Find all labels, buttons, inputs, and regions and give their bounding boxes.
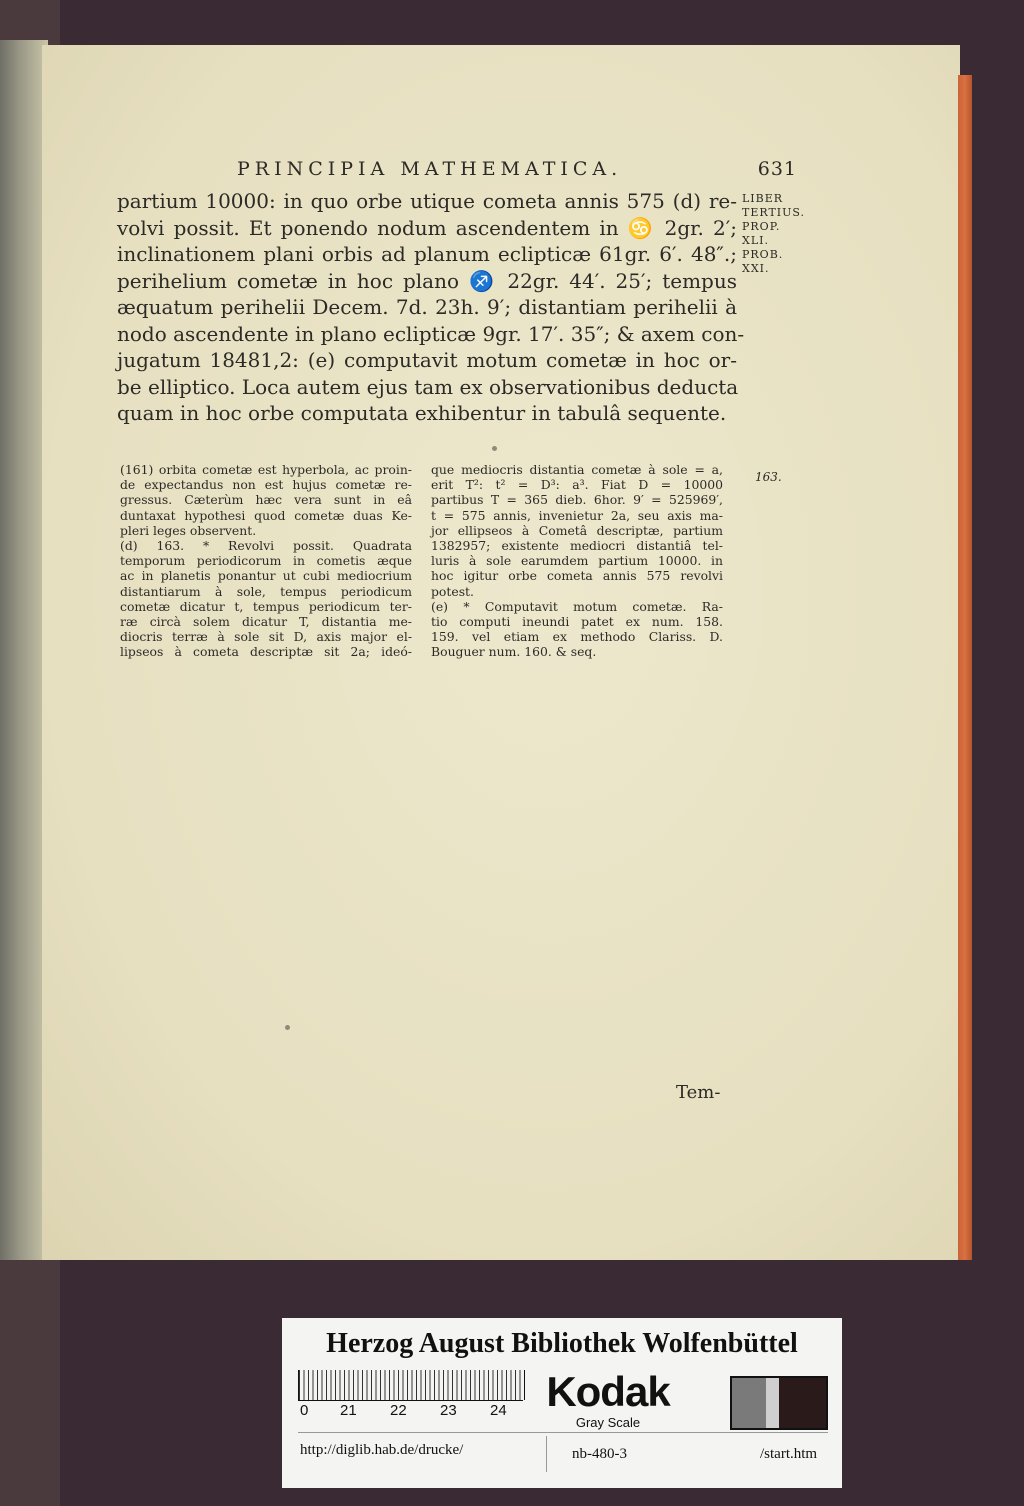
commentary-line: ræ circà solem dicatur T, distantia me-	[120, 614, 412, 630]
commentary-line: erit T²: t² = D³: a³. Fiat D = 10000	[431, 477, 723, 493]
commentary-line: (e) * Computavit motum cometæ. Ra-	[431, 598, 723, 614]
card-separator	[546, 1436, 547, 1472]
gray-scale-patches	[730, 1376, 828, 1430]
commentary-line: ac in planetis ponantur ut cubi mediocrium	[120, 568, 412, 584]
url-right: /start.htm	[760, 1446, 818, 1462]
commentary-line: que mediocris distantia cometæ à sole = a,	[431, 462, 723, 477]
commentary-line: luris à sole earumdem partium 10000. in	[431, 553, 723, 569]
measurement-ruler	[298, 1370, 523, 1420]
margin-note-line: TERTIUS.	[742, 206, 806, 219]
page-edge-red	[958, 75, 972, 1260]
commentary-line: distantiarum à sole, tempus periodicum	[120, 583, 412, 599]
main-text-line: inclinationem plani orbis ad planum eclipticæ 61gr. 6′. 48″.;	[117, 242, 737, 266]
commentary-line: pleri leges observent.	[120, 522, 257, 538]
commentary-line: lipseos à cometa descriptæ sit 2a; ideó-	[120, 644, 412, 660]
commentary-line: (d) 163. * Revolvi possit. Quadrata	[120, 538, 412, 554]
ruler-baseline	[298, 1400, 523, 1401]
facing-page-edge	[0, 40, 48, 1260]
commentary-line: gressus. Cæterùm hæc vera sunt in eâ	[120, 492, 412, 508]
ruler-label: 24	[490, 1402, 507, 1419]
side-number: 163.	[755, 470, 782, 484]
margin-note-line: XXI.	[742, 262, 770, 275]
commentary-line: jor ellipseos à Cometâ descriptæ, partium	[431, 522, 723, 538]
commentary-line: Bouguer num. 160. & seq.	[431, 644, 597, 660]
margin-note-line: XLI.	[742, 234, 769, 247]
main-text-block	[117, 188, 745, 427]
main-text-line: nodo ascendente in plano eclipticæ 9gr. 17′. 35″; & axem con-	[117, 321, 745, 346]
commentary-line: partibus T = 365 dieb. 6hor. 9′ = 525969′,	[431, 492, 723, 508]
ruler-label: 0	[300, 1402, 309, 1419]
commentary-line: potest.	[431, 583, 474, 599]
commentary-right-column	[431, 462, 723, 660]
commentary-line: diocris terræ à sole sit D, axis major el-	[120, 629, 412, 645]
main-text-line: æquatum perihelii Decem. 7d. 23h. 9′; distantiam perihelii à	[117, 295, 737, 319]
commentary-line: de expectandus non est hujus cometæ re-	[120, 477, 412, 493]
main-text-line: perihelium cometæ in hoc plano ♐ 22gr. 44′. 25′; tempus	[117, 268, 737, 293]
library-name: Herzog August Bibliothek Wolfenbüttel	[326, 1328, 798, 1359]
margin-note-line: LIBER	[742, 192, 784, 205]
url-left: http://diglib.hab.de/drucke/	[300, 1442, 464, 1458]
main-text-line: partium 10000: in quo orbe utique cometa annis 575 (d) re-	[117, 189, 737, 213]
main-text-line: jugatum 18481,2: (e) computavit motum cometæ in hoc or-	[117, 348, 737, 372]
margin-note	[742, 192, 822, 276]
main-text-line: be elliptico. Loca autem ejus tam ex observationibus deducta	[117, 374, 739, 399]
catchword: Tem-	[676, 1082, 721, 1103]
running-head-title: PRINCIPIA MATHEMATICA.	[237, 158, 623, 180]
main-text-line: volvi possit. Et ponendo nodum ascendentem in ♋ 2gr. 2′;	[117, 215, 737, 240]
margin-note-line: PROP.	[742, 220, 781, 233]
commentary-line: cometæ dicatur t, tempus periodicum ter-	[120, 598, 412, 614]
margin-note-line: PROB.	[742, 248, 784, 261]
kodak-logo: Kodak	[546, 1368, 670, 1415]
ruler-label: 23	[440, 1402, 457, 1419]
commentary-line: hoc igitur orbe cometa annis 575 revolvi	[431, 568, 723, 584]
ruler-ticks	[298, 1370, 525, 1400]
main-text-line: quam in hoc orbe computata exhibentur in tabulâ sequente.	[117, 401, 727, 425]
card-divider	[298, 1432, 828, 1433]
ink-spot	[285, 1025, 290, 1030]
ink-spot	[492, 446, 497, 451]
running-head	[237, 158, 797, 188]
commentary-left-column	[120, 462, 412, 660]
commentary-line: tio computi ineundi patet ex num. 158.	[431, 614, 723, 630]
commentary-line: (161) orbita cometæ est hyperbola, ac proin-	[120, 462, 412, 477]
commentary-line: 1382957; existente mediocri distantiâ tel-	[431, 538, 723, 554]
page-number: 631	[757, 158, 797, 180]
shelfmark: nb-480-3	[572, 1446, 627, 1462]
ruler-label: 22	[390, 1402, 407, 1419]
commentary-line: 159. vel etiam ex methodo Clariss. D.	[431, 629, 723, 645]
library-color-card	[282, 1318, 842, 1488]
ruler-label: 21	[340, 1402, 357, 1419]
commentary-line: duntaxat hypothesi quod cometæ duas Ke-	[120, 507, 412, 523]
commentary-line: t = 575 annis, invenietur 2a, seu axis ma-	[431, 507, 723, 523]
commentary-line: temporum periodicorum in cometis æque	[120, 553, 412, 569]
gray-scale-label: Gray Scale	[575, 1415, 641, 1430]
